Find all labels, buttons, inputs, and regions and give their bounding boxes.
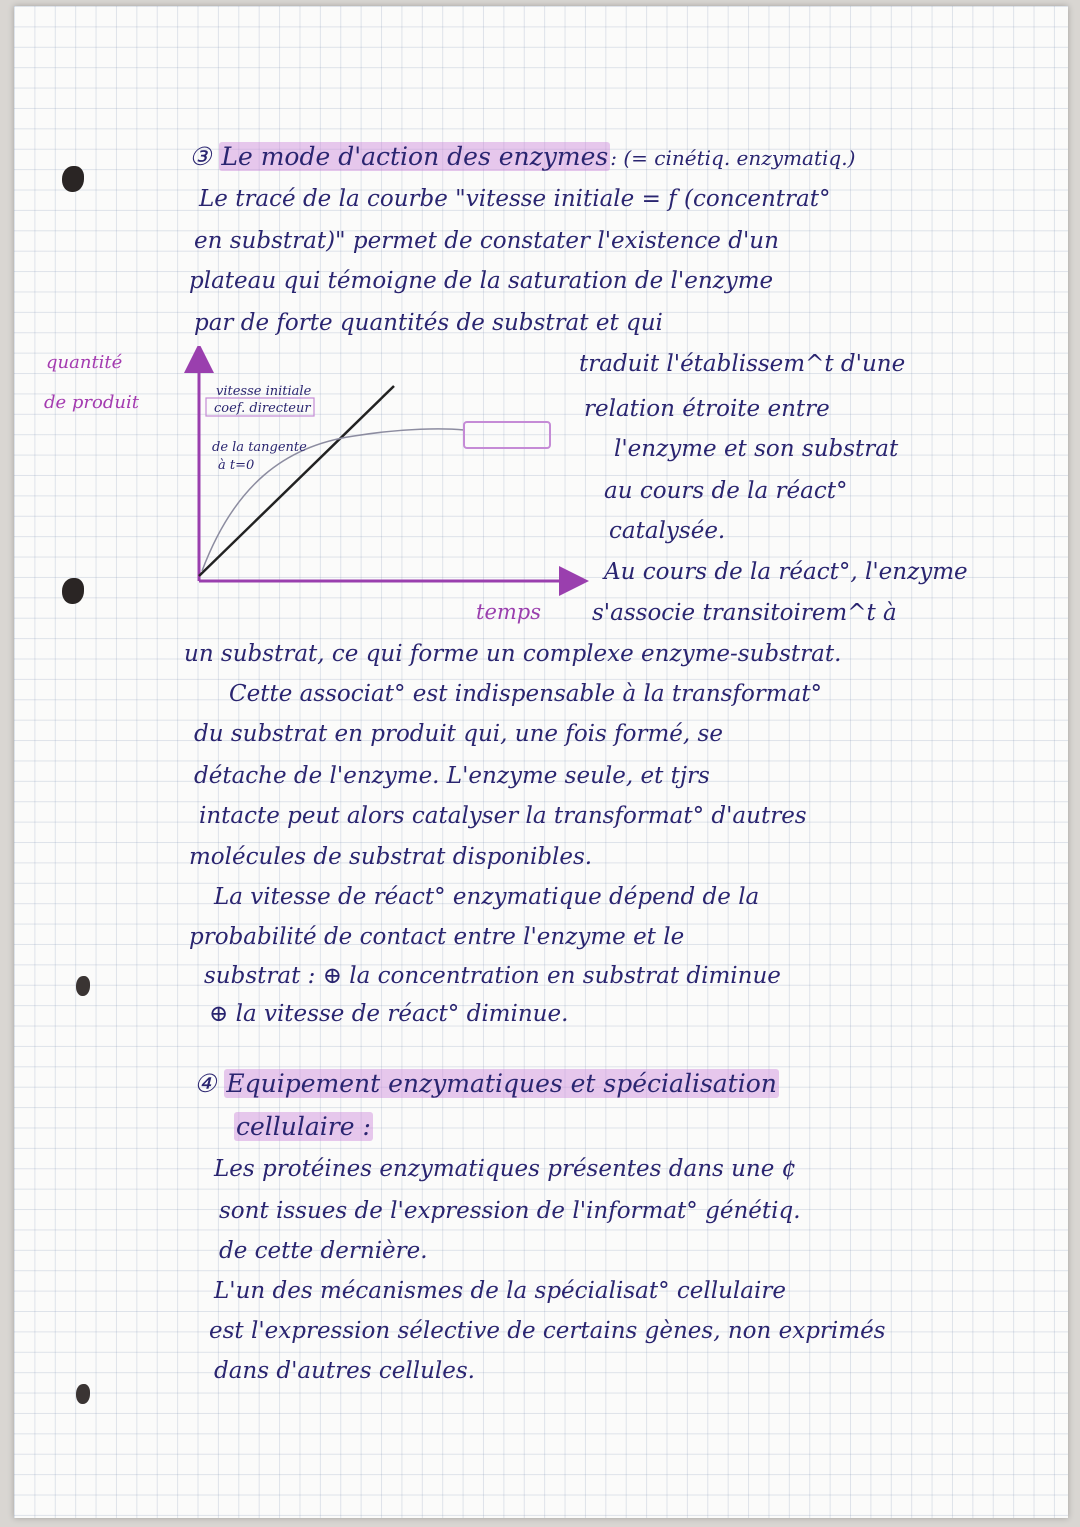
slope-note-line1: vitesse initiale [216, 384, 312, 399]
x-axis-label: temps [476, 600, 541, 624]
text-line: l'enzyme et son substrat [614, 436, 899, 462]
section-4-number: ④ [194, 1069, 217, 1098]
text-line: en substrat)" permet de constater l'existence d'un [194, 228, 779, 254]
punch-hole [76, 976, 90, 996]
punch-hole [62, 578, 84, 604]
section-3-title-suffix: : (= cinétiq. enzymatiq.) [610, 146, 856, 170]
plateau-box [464, 422, 550, 448]
text-line: molécules de substrat disponibles. [189, 844, 593, 870]
text-line: par de forte quantités de substrat et qui [194, 310, 663, 336]
section-3-heading [189, 142, 855, 171]
slope-note-line3: de la tangente [212, 440, 307, 455]
text-line: détache de l'enzyme. L'enzyme seule, et tjrs [194, 763, 710, 789]
text-line: relation étroite entre [584, 396, 830, 422]
text-line: Au cours de la réact°, l'enzyme [604, 559, 968, 585]
text-line: Le tracé de la courbe "vitesse initiale = f (concentrat° [199, 186, 831, 212]
text-line: L'un des mécanismes de la spécialisat° cellulaire [214, 1278, 786, 1304]
text-line: s'associe transitoirem^t à [592, 600, 897, 626]
text-line: est l'expression sélective de certains gènes, non exprimés [209, 1318, 886, 1344]
y-axis-label-line1: quantité [46, 352, 123, 373]
text-line: Cette associat° est indispensable à la transformat° [229, 681, 823, 707]
text-line: un substrat, ce qui forme un complexe enzyme-substrat. [184, 641, 842, 667]
section-3-number: ③ [189, 142, 212, 171]
text-line: du substrat en produit qui, une fois formé, se [194, 721, 723, 747]
punch-hole [76, 1384, 90, 1404]
y-axis-label-line2: de produit [44, 392, 139, 413]
text-line: de cette dernière. [219, 1238, 428, 1264]
text-line: intacte peut alors catalyser la transformat° d'autres [199, 803, 807, 829]
text-line: plateau qui témoigne de la saturation de l'enzyme [189, 268, 774, 294]
text-line: ⊕ la vitesse de réact° diminue. [209, 1001, 569, 1027]
text-line: catalysée. [609, 518, 726, 544]
text-line: au cours de la réact° [604, 478, 848, 504]
section-3-title: Le mode d'action des enzymes [221, 142, 609, 171]
section-4-heading [194, 1069, 779, 1098]
text-line: sont issues de l'expression de l'informat° génétiq. [219, 1198, 801, 1224]
section-4-title: Equipement enzymatiques et spécialisation [226, 1069, 777, 1098]
notebook-page [14, 6, 1068, 1518]
text-line: traduit l'établissem^t d'une [579, 351, 906, 377]
slope-note-line4: à t=0 [218, 458, 255, 473]
text-line: probabilité de contact entre l'enzyme et le [189, 924, 685, 950]
section-4-title-line2: cellulaire : [236, 1112, 371, 1141]
slope-note-line2: coef. directeur [214, 401, 311, 416]
text-line: La vitesse de réact° enzymatique dépend de la [214, 884, 760, 910]
text-line: substrat : ⊕ la concentration en substrat diminue [204, 963, 781, 989]
section-4-heading-line2 [234, 1112, 373, 1141]
text-line: dans d'autres cellules. [214, 1358, 475, 1384]
text-line: Les protéines enzymatiques présentes dans une ¢ [214, 1156, 797, 1182]
punch-hole [62, 166, 84, 192]
